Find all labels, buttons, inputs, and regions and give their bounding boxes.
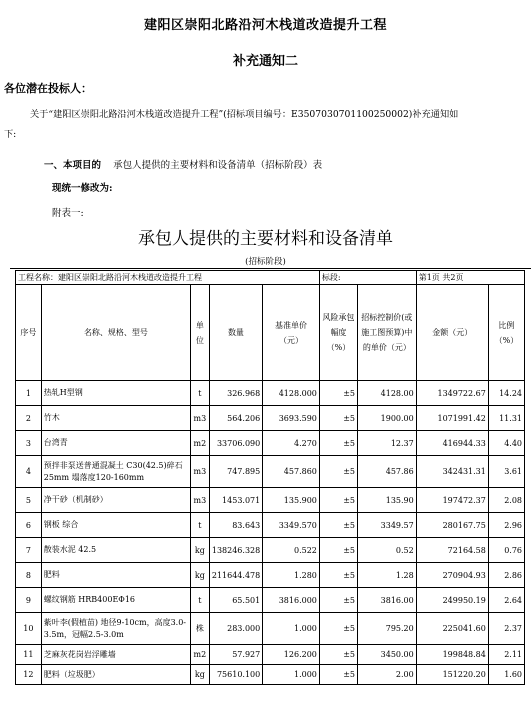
cell-seq: 6	[16, 513, 42, 538]
cell-unit: t	[191, 513, 210, 538]
table-title: 承包人提供的主要材料和设备清单	[138, 229, 393, 249]
cell-qty: 83.643	[209, 513, 263, 538]
cell-ratio: 2.08	[488, 488, 524, 513]
table-row	[16, 538, 525, 563]
cell-seq: 3	[16, 431, 42, 456]
cell-risk: ±5	[319, 563, 357, 588]
attachment-label: 附表一:	[52, 208, 84, 219]
cell-seq: 1	[16, 381, 42, 406]
table-row	[16, 645, 525, 665]
cell-risk: ±5	[319, 613, 357, 645]
cell-amount: 197472.37	[416, 488, 488, 513]
cell-ctrl-price: 1.28	[358, 563, 417, 588]
project-name-cell: 工程名称：建阳区崇阳北路沿河木栈道改造提升工程	[16, 271, 320, 285]
cell-unit: t	[191, 381, 210, 406]
cell-risk: ±5	[319, 406, 357, 431]
cell-ratio: 2.37	[488, 613, 524, 645]
cell-base-price: 1.000	[263, 665, 320, 685]
cell-base-price: 135.900	[263, 488, 320, 513]
cell-amount: 249950.19	[416, 588, 488, 613]
cell-name: 竹木	[41, 406, 190, 431]
cell-risk: ±5	[319, 538, 357, 563]
cell-amount: 416944.33	[416, 431, 488, 456]
cell-base-price: 3816.000	[263, 588, 320, 613]
notice-paragraph: 关于“建阳区崇阳北路沿河木栈道改造提升工程”(招标项目编号：E3507030701100250002)补充通知如	[30, 109, 459, 120]
cell-base-price: 3693.590	[263, 406, 320, 431]
header-base-price: 基准单价（元）	[263, 285, 320, 381]
cell-ctrl-price: 0.52	[358, 538, 417, 563]
cell-base-price: 1.000	[263, 613, 320, 645]
addressee: 各位潜在投标人：	[4, 82, 92, 95]
cell-ratio: 2.64	[488, 588, 524, 613]
cell-name: 净干砂（机制砂）	[41, 488, 190, 513]
notice-subtitle: 补充通知二	[232, 54, 298, 69]
cell-unit: m3	[191, 488, 210, 513]
item-one-text: 承包人提供的主要材料和设备清单（招标阶段）表	[113, 160, 323, 171]
cell-qty: 326.968	[209, 381, 263, 406]
cell-ctrl-price: 457.86	[358, 456, 417, 488]
cell-risk: ±5	[319, 513, 357, 538]
header-name: 名称、规格、型号	[41, 285, 190, 381]
cell-unit: m3	[191, 456, 210, 488]
cell-base-price: 457.860	[263, 456, 320, 488]
cell-seq: 4	[16, 456, 42, 488]
cell-ratio: 2.11	[488, 645, 524, 665]
cell-amount: 342431.31	[416, 456, 488, 488]
cell-amount: 225041.60	[416, 613, 488, 645]
cell-base-price: 4128.000	[263, 381, 320, 406]
cell-unit: 株	[191, 613, 210, 645]
page-cell: 第1页 共2页	[416, 271, 524, 285]
cell-ctrl-price: 3450.00	[358, 645, 417, 665]
cell-amount: 151220.20	[416, 665, 488, 685]
cell-name: 肥料	[41, 563, 190, 588]
cell-name: 台湾青	[41, 431, 190, 456]
cell-name: 芝麻灰花岗岩浮雕墙	[41, 645, 190, 665]
cell-ctrl-price: 2.00	[358, 665, 417, 685]
cell-ratio: 11.31	[488, 406, 524, 431]
table-row	[16, 381, 525, 406]
table-row	[16, 563, 525, 588]
cell-name: 散装水泥 42.5	[41, 538, 190, 563]
unified-change: 现统一修改为:	[52, 183, 113, 194]
cell-risk: ±5	[319, 488, 357, 513]
cell-ratio: 3.61	[488, 456, 524, 488]
cell-name: 预拌非泵送普通混凝土 C30(42.5)碎石25mm 塌落度120-160mm	[41, 456, 190, 488]
cell-seq: 9	[16, 588, 42, 613]
table-meta-row	[16, 271, 525, 285]
cell-qty: 747.895	[209, 456, 263, 488]
materials-table	[15, 270, 525, 685]
cell-ratio: 0.76	[488, 538, 524, 563]
cell-ratio: 14.24	[488, 381, 524, 406]
cell-base-price: 126.200	[263, 645, 320, 665]
section-cell: 标段:	[319, 271, 416, 285]
cell-risk: ±5	[319, 431, 357, 456]
cell-ctrl-price: 795.20	[358, 613, 417, 645]
cell-unit: kg	[191, 538, 210, 563]
cell-risk: ±5	[319, 645, 357, 665]
cell-seq: 2	[16, 406, 42, 431]
project-title: 建阳区崇阳北路沿河木栈道改造提升工程	[143, 18, 387, 33]
cell-unit: t	[191, 588, 210, 613]
header-ctrl-price: 招标控制价(或施工图预算)中的单价（元）	[358, 285, 417, 381]
table-row	[16, 665, 525, 685]
cell-qty: 57.927	[209, 645, 263, 665]
cell-name: 螺纹钢筋 HRB400EΦ16	[41, 588, 190, 613]
table-row	[16, 588, 525, 613]
cell-ctrl-price: 12.37	[358, 431, 417, 456]
cell-name: 钢板 综合	[41, 513, 190, 538]
table-row	[16, 456, 525, 488]
cell-ctrl-price: 3816.00	[358, 588, 417, 613]
header-risk: 风险承包幅度（%）	[319, 285, 357, 381]
table-row	[16, 406, 525, 431]
cell-name: 肥料（垃圾肥）	[41, 665, 190, 685]
cell-qty: 564.206	[209, 406, 263, 431]
cell-seq: 8	[16, 563, 42, 588]
cell-ctrl-price: 4128.00	[358, 381, 417, 406]
header-amount: 金额（元）	[416, 285, 488, 381]
cell-name: 紫叶李(假植苗) 地径9-10cm，高度3.0-3.5m，冠幅2.5-3.0m	[41, 613, 190, 645]
cell-ctrl-price: 135.90	[358, 488, 417, 513]
table-row	[16, 513, 525, 538]
cell-unit: m2	[191, 645, 210, 665]
cell-unit: kg	[191, 563, 210, 588]
cell-amount: 270904.93	[416, 563, 488, 588]
cell-ctrl-price: 1900.00	[358, 406, 417, 431]
header-ratio: 比例（%）	[488, 285, 524, 381]
cell-risk: ±5	[319, 665, 357, 685]
cell-seq: 5	[16, 488, 42, 513]
cell-amount: 72164.58	[416, 538, 488, 563]
cell-qty: 33706.090	[209, 431, 263, 456]
cell-qty: 138246.328	[209, 538, 263, 563]
divider	[10, 268, 531, 269]
table-row	[16, 431, 525, 456]
cell-seq: 7	[16, 538, 42, 563]
cell-base-price: 1.280	[263, 563, 320, 588]
cell-ratio: 4.40	[488, 431, 524, 456]
cell-amount: 199848.84	[416, 645, 488, 665]
cell-qty: 211644.478	[209, 563, 263, 588]
cell-qty: 75610.100	[209, 665, 263, 685]
cell-base-price: 0.522	[263, 538, 320, 563]
cell-unit: m2	[191, 431, 210, 456]
cell-amount: 1349722.67	[416, 381, 488, 406]
cell-base-price: 4.270	[263, 431, 320, 456]
cell-risk: ±5	[319, 588, 357, 613]
notice-paragraph-end: 下:	[4, 129, 17, 140]
table-row	[16, 488, 525, 513]
cell-amount: 1071991.42	[416, 406, 488, 431]
cell-amount: 280167.75	[416, 513, 488, 538]
cell-base-price: 3349.570	[263, 513, 320, 538]
table-row	[16, 613, 525, 645]
cell-risk: ±5	[319, 456, 357, 488]
header-seq: 序号	[16, 285, 42, 381]
cell-ratio: 2.86	[488, 563, 524, 588]
cell-unit: m3	[191, 406, 210, 431]
header-qty: 数量	[209, 285, 263, 381]
cell-ratio: 2.96	[488, 513, 524, 538]
cell-name: 热轧H型钢	[41, 381, 190, 406]
stage-label: (招标阶段)	[245, 257, 286, 267]
cell-ratio: 1.60	[488, 665, 524, 685]
cell-seq: 12	[16, 665, 42, 685]
item-one	[44, 157, 322, 171]
cell-unit: kg	[191, 665, 210, 685]
cell-qty: 65.501	[209, 588, 263, 613]
cell-ctrl-price: 3349.57	[358, 513, 417, 538]
cell-seq: 10	[16, 613, 42, 645]
item-one-prefix: 一、本项目的	[44, 160, 102, 171]
cell-qty: 1453.071	[209, 488, 263, 513]
cell-qty: 283.000	[209, 613, 263, 645]
table-header-row	[16, 285, 525, 381]
header-unit: 单位	[191, 285, 210, 381]
cell-seq: 11	[16, 645, 42, 665]
cell-risk: ±5	[319, 381, 357, 406]
